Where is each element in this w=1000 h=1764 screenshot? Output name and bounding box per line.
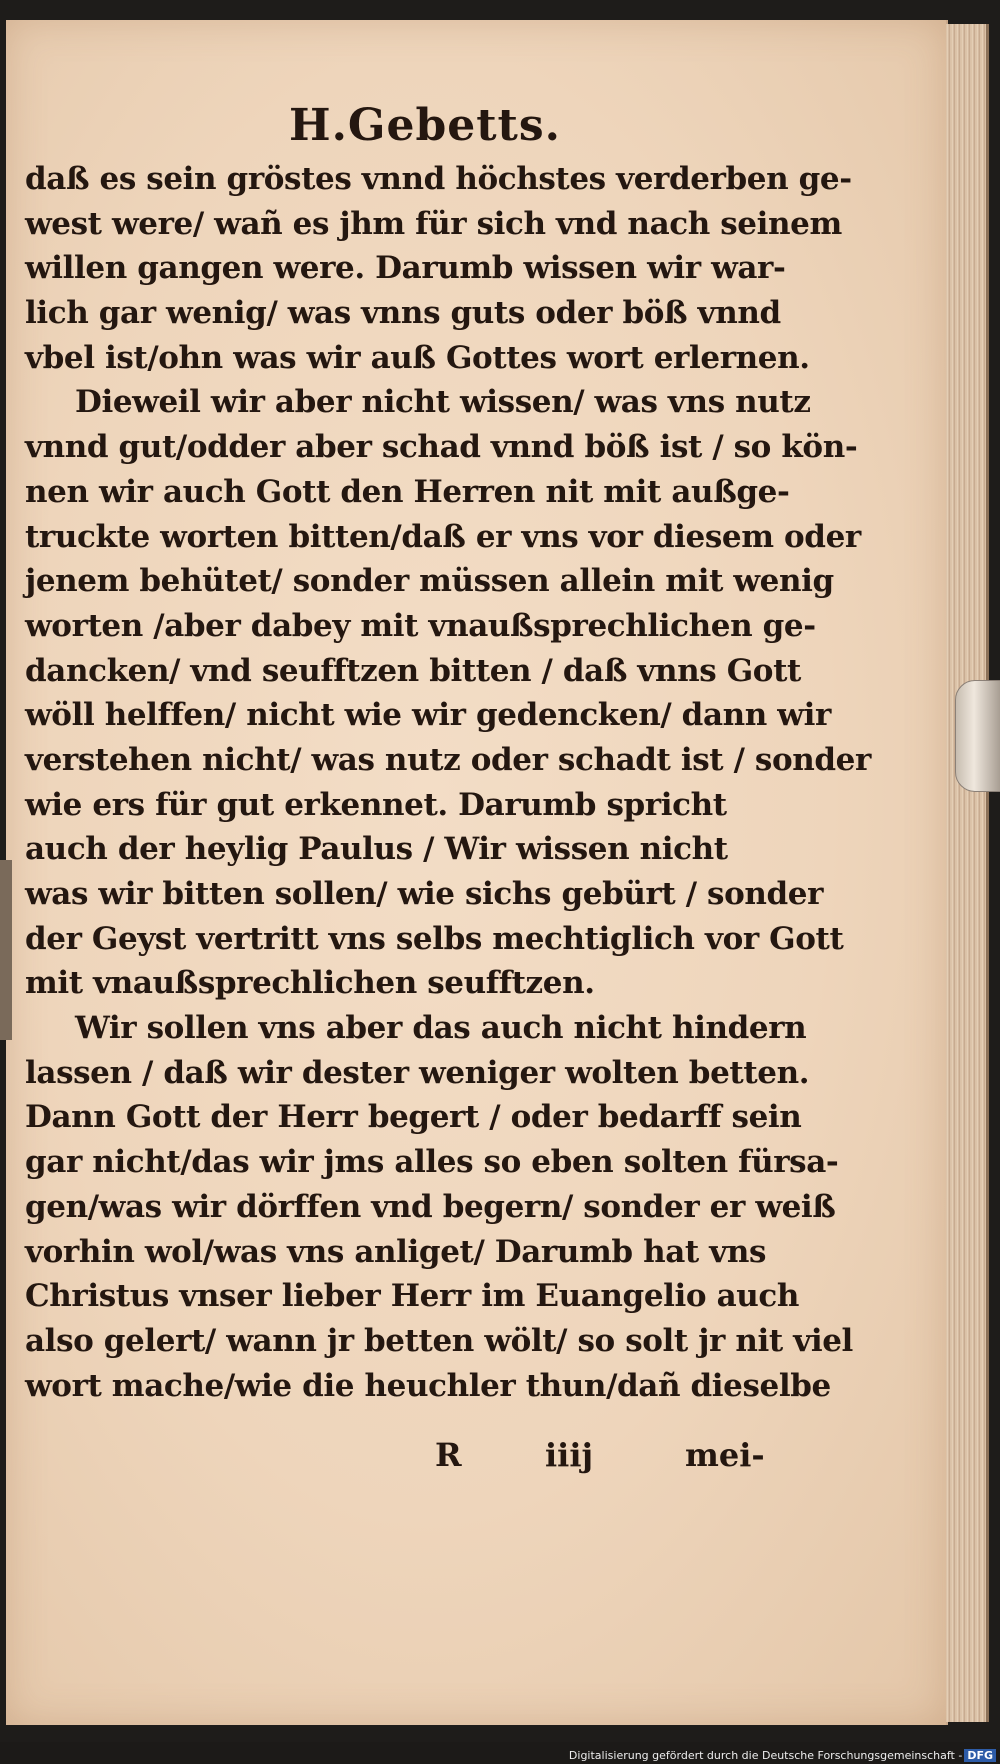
page-edges: [946, 24, 989, 1722]
text-line: der Geyst vertritt vns selbs mechtiglich vor Gott: [25, 920, 844, 957]
text-line: was wir bitten sollen/ wie sichs gebürt / sonder: [25, 876, 824, 912]
book-clasp: [955, 680, 1000, 792]
text-line: vnnd gut/odder aber schad vnnd böß ist / so kön-: [25, 429, 858, 466]
text-block: [25, 95, 871, 1408]
page-footer: [25, 1433, 765, 1477]
text-line: jenem behütet/ sonder müssen allein mit wenig: [25, 563, 834, 600]
text-line: west were/ wañ es jhm für sich vnd nach seinem: [25, 205, 842, 242]
running-head: H.Gebetts.: [289, 100, 561, 151]
text-line: auch der heylig Paulus / Wir wissen nicht: [25, 831, 728, 868]
text-line: also gelert/ wann jr betten wölt/ so solt jr nit viel: [25, 1322, 853, 1359]
text-line: dancken/ vnd seufftzen bitten / daß vnns Gott: [25, 652, 801, 689]
text-line: verstehen nicht/ was nutz oder schadt ist / sonder: [25, 741, 871, 778]
catchword: mei-: [685, 1436, 765, 1474]
text-line: Christus vnser lieber Herr im Euangelio auch: [25, 1278, 800, 1315]
signature-number: iiij: [545, 1436, 594, 1474]
text-line: Wir sollen vns aber das auch nicht hindern: [75, 1010, 807, 1047]
text-line: vorhin wol/was vns anliget/ Darumb hat vns: [25, 1233, 767, 1270]
dfg-logo: DFG: [964, 1749, 996, 1762]
body-text: [25, 157, 871, 1408]
signature-mark: R: [435, 1436, 462, 1474]
text-line: lich gar wenig/ was vnns guts oder böß vnnd: [25, 295, 781, 332]
digitization-credit: [569, 1749, 996, 1762]
text-line: wöll helffen/ nicht wie wir gedencken/ dann wir: [25, 697, 831, 734]
text-line: Dieweil wir aber nicht wissen/ was vns nutz: [75, 384, 811, 421]
text-line: lassen / daß wir dester weniger wolten betten.: [25, 1054, 810, 1091]
text-line: truckte worten bitten/daß er vns vor diesem oder: [25, 518, 861, 555]
text-line: worten /aber dabey mit vnaußsprechlichen ge-: [25, 607, 816, 644]
text-line: Dann Gott der Herr begert / oder bedarff sein: [25, 1099, 802, 1136]
text-line: gar nicht/das wir jms alles so eben solten fürsa-: [25, 1144, 839, 1181]
text-line: daß es sein gröstes vnnd höchstes verderben ge-: [25, 161, 852, 197]
text-line: willen gangen were. Darumb wissen wir war-: [25, 250, 786, 287]
credit-text: Digitalisierung gefördert durch die Deutsche Forschungsgemeinschaft -: [568, 1749, 963, 1762]
text-line: vbel ist/ohn was wir auß Gottes wort erlernen.: [25, 339, 810, 376]
text-line: wie ers für gut erkennet. Darumb spricht: [25, 786, 727, 823]
text-line: mit vnaußsprechlichen seufftzen.: [25, 965, 595, 1002]
page-holder: [0, 860, 12, 1040]
text-line: gen/was wir dörffen vnd begern/ sonder er weiß: [25, 1188, 836, 1225]
text-line: nen wir auch Gott den Herren nit mit außge-: [25, 473, 790, 510]
text-line: wort mache/wie die heuchler thun/dañ dieselbe: [25, 1367, 831, 1404]
